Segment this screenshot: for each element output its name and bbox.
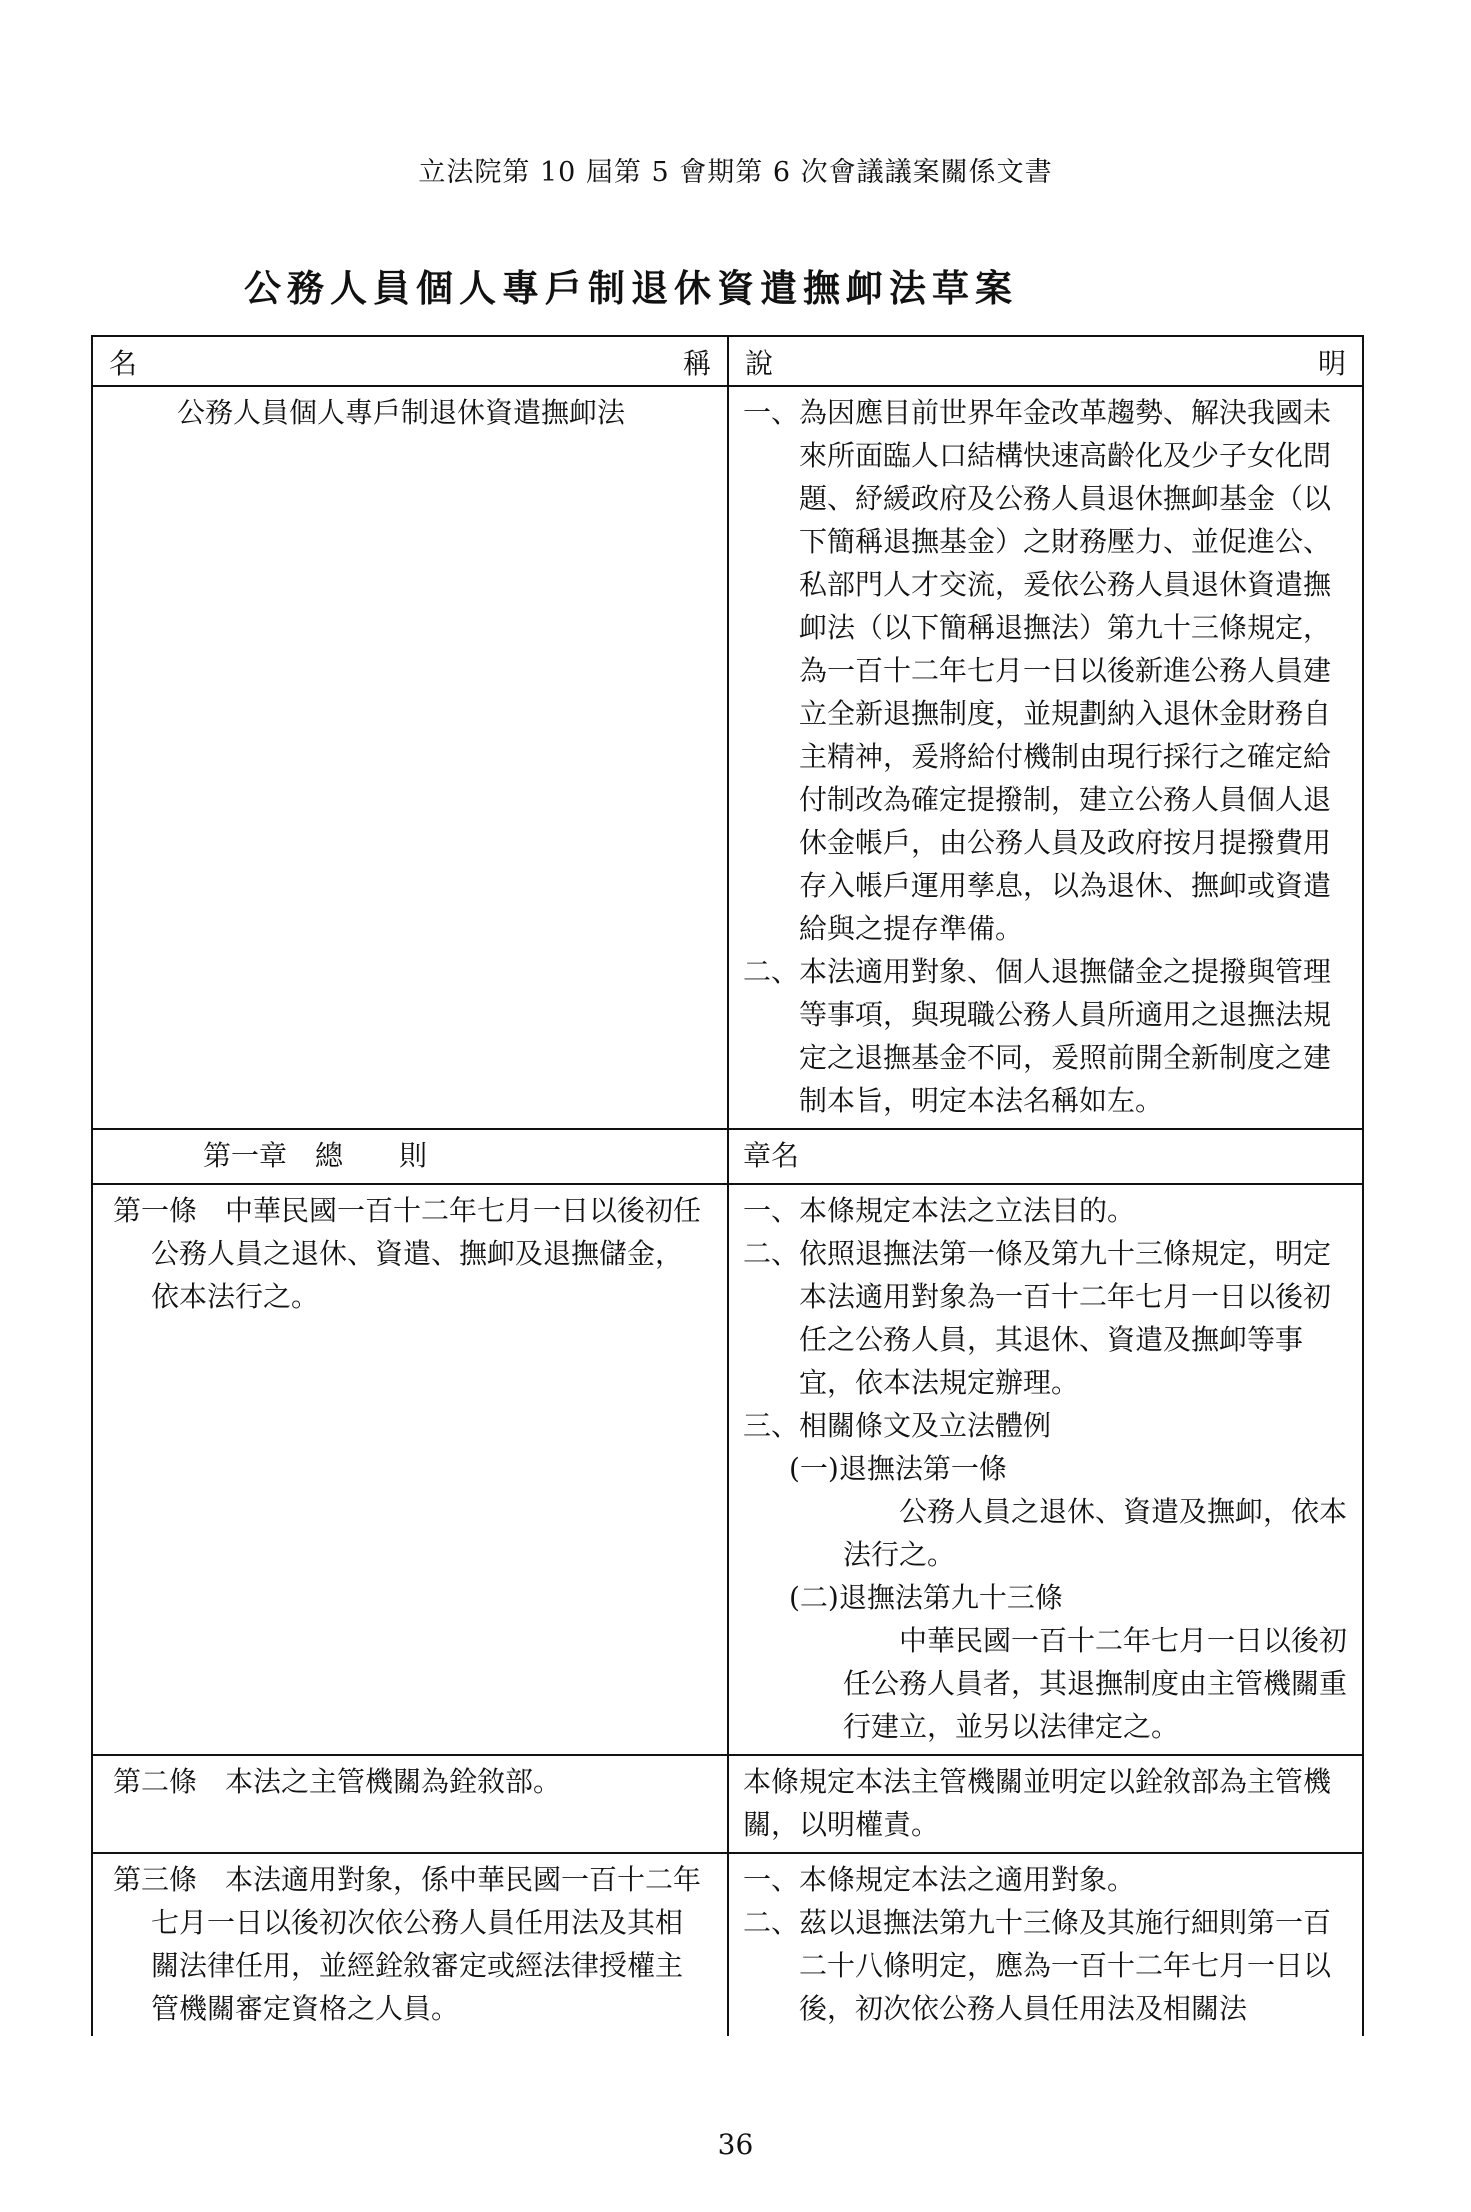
table-row <box>92 1129 1363 1184</box>
table-row <box>92 1184 1363 1755</box>
bill-title: 公務人員個人專戶制退休資遣撫卹法草案 <box>244 266 1018 310</box>
header-cell-explanation <box>728 336 1363 386</box>
header-name-char-2: 稱 <box>682 347 711 380</box>
explanation-item: 二、茲以退撫法第九十三條及其施行細則第一百二十八條明定，應為一百十二年七月一日以後，初次依公務人員任用法及相關法 <box>743 1906 1332 2025</box>
chapter-label: 章名 <box>743 1139 800 1172</box>
table-row <box>92 1755 1363 1853</box>
header-name-char-1: 名 <box>109 347 138 380</box>
table-row <box>92 1853 1363 2036</box>
explanation-item: 二、依照退撫法第一條及第九十三條規定，明定本法適用對象為一百十二年七月一日以後初任之公務人員，其退休、資遣及撫卹等事宜，依本法規定辦理。 <box>743 1237 1332 1399</box>
table-header-row <box>92 336 1363 386</box>
explanation-item: 一、為因應目前世界年金改革趨勢、解決我國未來所面臨人口結構快速高齡化及少子女化問題、紓緩政府及公務人員退休撫卹基金（以下簡稱退撫基金）之財務壓力、並促進公、私部門人才交流，爰依公務人員退休資遣撫卹法（以下簡稱退撫法）第九十三條規定，為一百十二年七月一日以後新進公務人員建立全新退撫制度，並規劃納入退休金財務自主精神，爰將給付機制由現行採行之確定給付制改為確定提撥制，建立公務人員個人退休金帳戶，由公務人員及政府按月提撥費用存入帳戶運用孳息，以為退休、撫卹或資遣給與之提存準備。 <box>743 396 1332 945</box>
header-explanation-char-2: 明 <box>1317 347 1346 380</box>
article-2-explanation <box>728 1755 1363 1853</box>
explanation-text: 本條規定本法主管機關並明定以銓敘部為主管機關，以明權責。 <box>743 1765 1332 1841</box>
chapter-explanation <box>728 1129 1363 1184</box>
header-cell-name <box>92 336 728 386</box>
law-name: 公務人員個人專戶制退休資遣撫卹法 <box>176 396 625 429</box>
article-2-text: 第二條 本法之主管機關為銓敘部。 <box>113 1765 562 1798</box>
page-number: 36 <box>717 2128 754 2161</box>
article-1-text: 第一條 中華民國一百十二年七月一日以後初任公務人員之退休、資遣、撫卹及退撫儲金，依本法行之。 <box>113 1194 702 1313</box>
article-2-cell <box>92 1755 728 1853</box>
chapter-name-char-1: 總 <box>315 1139 344 1172</box>
article-1-explanation <box>728 1184 1363 1755</box>
sub-item: (一)退撫法第一條 <box>789 1452 1007 1485</box>
law-name-cell <box>92 386 728 1129</box>
sub-item: (二)退撫法第九十三條 <box>789 1581 1063 1614</box>
document-header: 立法院第 10 屆第 5 會期第 6 次會議議案關係文書 <box>418 157 1053 188</box>
quoted-provision: 中華民國一百十二年七月一日以後初任公務人員者，其退撫制度由主管機關重行建立，並另以法律定之。 <box>843 1624 1348 1743</box>
chapter-name-char-2: 則 <box>399 1139 428 1172</box>
explanation-item: 三、相關條文及立法體例 <box>743 1409 1052 1442</box>
article-1-cell <box>92 1184 728 1755</box>
bill-table <box>91 335 1364 2036</box>
explanation-item: 一、本條規定本法之適用對象。 <box>743 1863 1136 1896</box>
chapter-title-cell <box>92 1129 728 1184</box>
article-3-explanation <box>728 1853 1363 2036</box>
chapter-number: 第一章 <box>203 1139 288 1172</box>
article-3-cell <box>92 1853 728 2036</box>
table-row <box>92 386 1363 1129</box>
law-name-explanation <box>728 386 1363 1129</box>
header-explanation-char-1: 說 <box>745 347 774 380</box>
quoted-provision: 公務人員之退休、資遣及撫卹，依本法行之。 <box>843 1495 1348 1571</box>
explanation-item: 二、本法適用對象、個人退撫儲金之提撥與管理等事項，與現職公務人員所適用之退撫法規定之退撫基金不同，爰照前開全新制度之建制本旨，明定本法名稱如左。 <box>743 955 1332 1117</box>
explanation-item: 一、本條規定本法之立法目的。 <box>743 1194 1136 1227</box>
article-3-text: 第三條 本法適用對象，係中華民國一百十二年七月一日以後初次依公務人員任用法及其相關法律任用，並經銓敘審定或經法律授權主管機關審定資格之人員。 <box>113 1863 702 2025</box>
